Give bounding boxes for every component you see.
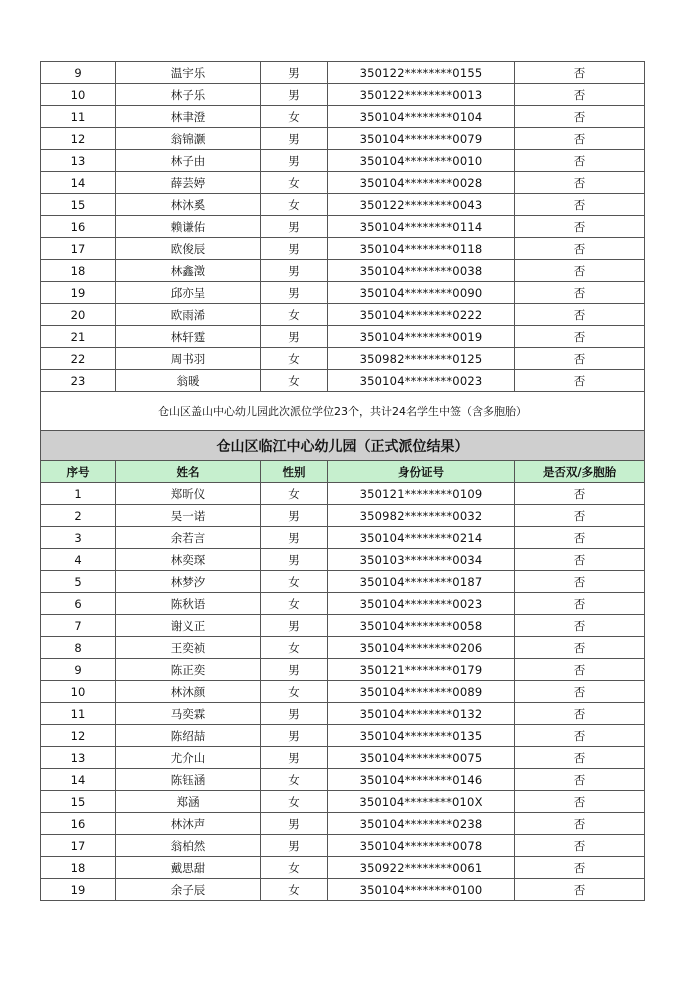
cell-multiple-birth: 否 [515, 659, 645, 681]
table-row [41, 835, 645, 857]
table-row [41, 637, 645, 659]
cell-index: 13 [41, 747, 116, 769]
cell-name: 马奕霖 [116, 703, 261, 725]
table-row [41, 571, 645, 593]
cell-index: 13 [41, 150, 116, 172]
table-row [41, 238, 645, 260]
cell-multiple-birth: 否 [515, 370, 645, 392]
cell-index: 17 [41, 835, 116, 857]
cell-id-number: 350104********0135 [328, 725, 515, 747]
cell-index: 14 [41, 172, 116, 194]
table-row [41, 128, 645, 150]
table-row [41, 857, 645, 879]
cell-id-number: 350104********0058 [328, 615, 515, 637]
cell-name: 温宇乐 [116, 62, 261, 84]
cell-multiple-birth: 否 [515, 84, 645, 106]
cell-multiple-birth: 否 [515, 615, 645, 637]
header-multiple-birth: 是否双/多胞胎 [515, 461, 645, 483]
cell-id-number: 350104********0132 [328, 703, 515, 725]
table-row [41, 260, 645, 282]
cell-index: 5 [41, 571, 116, 593]
cell-id-number: 350122********0155 [328, 62, 515, 84]
cell-id-number: 350104********0010 [328, 150, 515, 172]
cell-gender: 女 [261, 681, 328, 703]
cell-gender: 男 [261, 527, 328, 549]
table-row [41, 172, 645, 194]
cell-id-number: 350104********0038 [328, 260, 515, 282]
results-sheet [40, 61, 644, 901]
gaishan-summary [41, 392, 645, 431]
table-row [41, 769, 645, 791]
cell-multiple-birth: 否 [515, 483, 645, 505]
table-row [41, 326, 645, 348]
cell-name: 林鑫澂 [116, 260, 261, 282]
cell-multiple-birth: 否 [515, 260, 645, 282]
cell-name: 欧俊辰 [116, 238, 261, 260]
cell-gender: 女 [261, 483, 328, 505]
summary-row [41, 392, 645, 431]
cell-gender: 男 [261, 505, 328, 527]
cell-gender: 男 [261, 615, 328, 637]
cell-multiple-birth: 否 [515, 769, 645, 791]
cell-gender: 男 [261, 84, 328, 106]
cell-multiple-birth: 否 [515, 326, 645, 348]
cell-multiple-birth: 否 [515, 106, 645, 128]
cell-name: 吴一诺 [116, 505, 261, 527]
cell-name: 赖谦佑 [116, 216, 261, 238]
header-gender: 性别 [261, 461, 328, 483]
cell-multiple-birth: 否 [515, 128, 645, 150]
table-row [41, 483, 645, 505]
cell-name: 陈正奕 [116, 659, 261, 681]
table-row [41, 216, 645, 238]
cell-index: 15 [41, 194, 116, 216]
table-row [41, 62, 645, 84]
cell-index: 9 [41, 62, 116, 84]
cell-name: 欧雨浠 [116, 304, 261, 326]
table-row [41, 681, 645, 703]
cell-name: 林沐颜 [116, 681, 261, 703]
table-row [41, 593, 645, 615]
cell-index: 3 [41, 527, 116, 549]
cell-id-number: 350982********0125 [328, 348, 515, 370]
cell-gender: 女 [261, 304, 328, 326]
cell-id-number: 350104********010X [328, 791, 515, 813]
cell-multiple-birth: 否 [515, 304, 645, 326]
cell-id-number: 350922********0061 [328, 857, 515, 879]
cell-id-number: 350104********0238 [328, 813, 515, 835]
cell-gender: 女 [261, 637, 328, 659]
gaishan-rows [41, 62, 645, 392]
header-row [41, 461, 645, 483]
cell-id-number: 350104********0118 [328, 238, 515, 260]
cell-gender: 男 [261, 835, 328, 857]
cell-index: 10 [41, 681, 116, 703]
cell-name: 林梦汐 [116, 571, 261, 593]
cell-id-number: 350104********0028 [328, 172, 515, 194]
section-title-row [41, 431, 645, 461]
cell-id-number: 350104********0187 [328, 571, 515, 593]
cell-gender: 男 [261, 659, 328, 681]
cell-name: 林子乐 [116, 84, 261, 106]
cell-index: 17 [41, 238, 116, 260]
table-row [41, 659, 645, 681]
table-row [41, 813, 645, 835]
cell-name: 陈钰涵 [116, 769, 261, 791]
cell-multiple-birth: 否 [515, 747, 645, 769]
cell-index: 11 [41, 106, 116, 128]
cell-index: 19 [41, 879, 116, 901]
table-row [41, 304, 645, 326]
table-row [41, 879, 645, 901]
cell-index: 21 [41, 326, 116, 348]
cell-gender: 女 [261, 879, 328, 901]
table-row [41, 194, 645, 216]
cell-gender: 男 [261, 150, 328, 172]
cell-id-number: 350104********0114 [328, 216, 515, 238]
cell-name: 陈秋语 [116, 593, 261, 615]
cell-gender: 男 [261, 282, 328, 304]
cell-index: 16 [41, 813, 116, 835]
cell-index: 1 [41, 483, 116, 505]
header-index: 序号 [41, 461, 116, 483]
table-row [41, 615, 645, 637]
cell-index: 12 [41, 128, 116, 150]
cell-gender: 男 [261, 813, 328, 835]
summary-text: 仓山区盖山中心幼儿园此次派位学位23个，共计24名学生中签（含多胞胎） [41, 392, 645, 431]
cell-gender: 男 [261, 549, 328, 571]
cell-name: 林沐奚 [116, 194, 261, 216]
cell-multiple-birth: 否 [515, 791, 645, 813]
section-title: 仓山区临江中心幼儿园（正式派位结果） [41, 431, 645, 461]
cell-gender: 男 [261, 216, 328, 238]
table-row [41, 84, 645, 106]
cell-index: 4 [41, 549, 116, 571]
cell-index: 23 [41, 370, 116, 392]
cell-id-number: 350104********0104 [328, 106, 515, 128]
table-row [41, 106, 645, 128]
cell-id-number: 350104********0078 [328, 835, 515, 857]
cell-multiple-birth: 否 [515, 150, 645, 172]
cell-id-number: 350121********0109 [328, 483, 515, 505]
cell-index: 12 [41, 725, 116, 747]
cell-multiple-birth: 否 [515, 681, 645, 703]
cell-index: 8 [41, 637, 116, 659]
cell-index: 15 [41, 791, 116, 813]
cell-multiple-birth: 否 [515, 725, 645, 747]
cell-name: 周书羽 [116, 348, 261, 370]
cell-gender: 男 [261, 703, 328, 725]
cell-name: 林聿澄 [116, 106, 261, 128]
cell-multiple-birth: 否 [515, 879, 645, 901]
cell-multiple-birth: 否 [515, 835, 645, 857]
cell-name: 郑涵 [116, 791, 261, 813]
cell-multiple-birth: 否 [515, 194, 645, 216]
cell-multiple-birth: 否 [515, 282, 645, 304]
table-row [41, 282, 645, 304]
cell-multiple-birth: 否 [515, 549, 645, 571]
table-row [41, 370, 645, 392]
cell-index: 20 [41, 304, 116, 326]
cell-gender: 男 [261, 725, 328, 747]
cell-id-number: 350122********0013 [328, 84, 515, 106]
cell-id-number: 350982********0032 [328, 505, 515, 527]
cell-gender: 女 [261, 370, 328, 392]
linjiang-rows [41, 483, 645, 901]
cell-gender: 女 [261, 857, 328, 879]
table-row [41, 527, 645, 549]
cell-index: 7 [41, 615, 116, 637]
cell-id-number: 350104********0206 [328, 637, 515, 659]
cell-id-number: 350104********0090 [328, 282, 515, 304]
cell-multiple-birth: 否 [515, 703, 645, 725]
cell-name: 陈绍喆 [116, 725, 261, 747]
cell-id-number: 350104********0089 [328, 681, 515, 703]
cell-gender: 女 [261, 769, 328, 791]
cell-index: 18 [41, 260, 116, 282]
cell-id-number: 350103********0034 [328, 549, 515, 571]
cell-name: 尤介山 [116, 747, 261, 769]
cell-index: 14 [41, 769, 116, 791]
cell-name: 林子由 [116, 150, 261, 172]
cell-index: 18 [41, 857, 116, 879]
cell-gender: 男 [261, 238, 328, 260]
cell-multiple-birth: 否 [515, 238, 645, 260]
cell-gender: 女 [261, 172, 328, 194]
cell-gender: 女 [261, 593, 328, 615]
cell-id-number: 350104********0019 [328, 326, 515, 348]
cell-multiple-birth: 否 [515, 593, 645, 615]
cell-gender: 女 [261, 106, 328, 128]
cell-id-number: 350104********0146 [328, 769, 515, 791]
cell-id-number: 350104********0023 [328, 370, 515, 392]
cell-name: 戴思甜 [116, 857, 261, 879]
header-id-number: 身份证号 [328, 461, 515, 483]
cell-index: 2 [41, 505, 116, 527]
cell-name: 谢义正 [116, 615, 261, 637]
cell-index: 10 [41, 84, 116, 106]
cell-gender: 女 [261, 791, 328, 813]
table-row [41, 747, 645, 769]
cell-name: 薛芸婷 [116, 172, 261, 194]
cell-gender: 女 [261, 194, 328, 216]
table-row [41, 505, 645, 527]
cell-name: 王奕祯 [116, 637, 261, 659]
cell-multiple-birth: 否 [515, 172, 645, 194]
cell-multiple-birth: 否 [515, 527, 645, 549]
table-row [41, 549, 645, 571]
table-row [41, 150, 645, 172]
cell-gender: 男 [261, 326, 328, 348]
cell-multiple-birth: 否 [515, 216, 645, 238]
cell-gender: 男 [261, 260, 328, 282]
cell-multiple-birth: 否 [515, 62, 645, 84]
results-table [40, 61, 645, 901]
cell-multiple-birth: 否 [515, 348, 645, 370]
cell-name: 余若言 [116, 527, 261, 549]
cell-index: 11 [41, 703, 116, 725]
cell-gender: 男 [261, 128, 328, 150]
cell-index: 16 [41, 216, 116, 238]
table-row [41, 348, 645, 370]
cell-id-number: 350122********0043 [328, 194, 515, 216]
cell-name: 余子辰 [116, 879, 261, 901]
table-row [41, 703, 645, 725]
linjiang-section [41, 431, 645, 483]
cell-name: 邱亦呈 [116, 282, 261, 304]
cell-name: 林奕琛 [116, 549, 261, 571]
cell-name: 林轩霆 [116, 326, 261, 348]
cell-id-number: 350121********0179 [328, 659, 515, 681]
cell-name: 翁暖 [116, 370, 261, 392]
cell-id-number: 350104********0079 [328, 128, 515, 150]
cell-id-number: 350104********0023 [328, 593, 515, 615]
cell-multiple-birth: 否 [515, 813, 645, 835]
cell-id-number: 350104********0075 [328, 747, 515, 769]
cell-multiple-birth: 否 [515, 857, 645, 879]
cell-multiple-birth: 否 [515, 637, 645, 659]
cell-multiple-birth: 否 [515, 571, 645, 593]
cell-multiple-birth: 否 [515, 505, 645, 527]
header-name: 姓名 [116, 461, 261, 483]
cell-id-number: 350104********0222 [328, 304, 515, 326]
table-row [41, 791, 645, 813]
cell-index: 9 [41, 659, 116, 681]
cell-index: 6 [41, 593, 116, 615]
cell-name: 翁锦灏 [116, 128, 261, 150]
cell-id-number: 350104********0214 [328, 527, 515, 549]
cell-gender: 女 [261, 571, 328, 593]
cell-index: 19 [41, 282, 116, 304]
cell-name: 翁柏然 [116, 835, 261, 857]
cell-gender: 男 [261, 62, 328, 84]
cell-id-number: 350104********0100 [328, 879, 515, 901]
cell-index: 22 [41, 348, 116, 370]
table-row [41, 725, 645, 747]
cell-gender: 女 [261, 348, 328, 370]
cell-name: 郑昕仪 [116, 483, 261, 505]
cell-gender: 男 [261, 747, 328, 769]
cell-name: 林沐声 [116, 813, 261, 835]
